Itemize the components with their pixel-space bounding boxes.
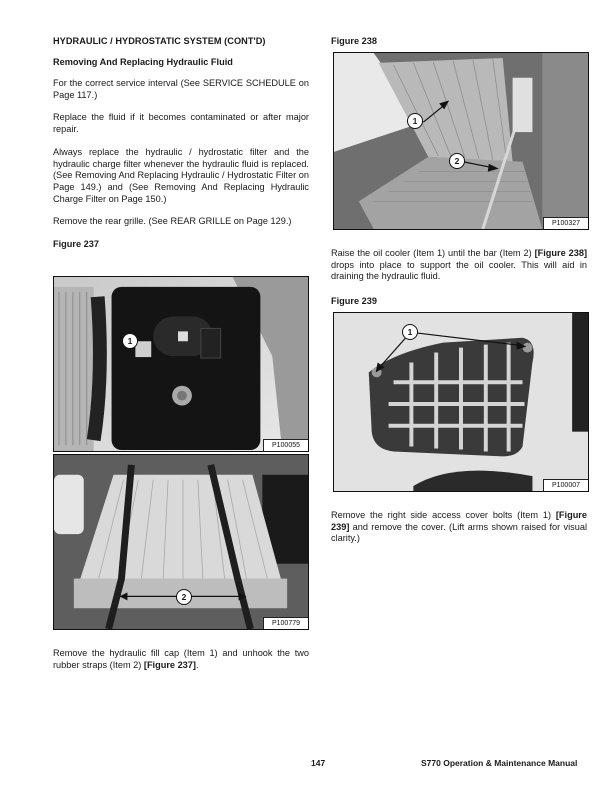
figure-239-caption-block [331,510,587,545]
callout-1: 1 [402,324,418,340]
caption-text: Remove the right side access cover bolts (Item 1) [331,510,556,520]
figure-237-label: Figure 237 [53,239,99,250]
page-number: 147 [311,758,326,768]
figure-238-caption [331,248,587,283]
figure-reference: [Figure 239] [331,510,587,532]
paragraph-service-interval: For the correct service interval (See SERVICE SCHEDULE on Page 117.) [53,78,309,100]
callout-1: 1 [122,333,138,349]
caption-text: Raise the oil cooler (Item 1) until the bar (Item 2) [331,248,535,258]
photo-code: P100327 [543,217,588,229]
paragraph-replace-filters: Always replace the hydraulic / hydrostatic filter and the hydraulic charge filter whenever the hydraulic fluid is replaced. (See Removing And Replacing Hydraulic / Hydrostatic Filter on Page 149.) and (See Removing And Replacing Hydraulic Charge Filter on Page 150.) [53,146,309,204]
hydraulic-reservoir-image [54,277,308,451]
caption-text-end: drops into place to support the oil cooler. This will aid in draining the hydraulic fluid. [331,259,587,282]
photo-code: P100055 [263,439,308,451]
figure-237-top-photo [53,276,309,452]
subsection-title: Removing And Replacing Hydraulic Fluid [53,57,233,67]
figure-239-caption [331,510,587,545]
callout-2: 2 [176,589,192,605]
paragraph-replace-fluid: Replace the fluid if it becomes contaminated or after major repair. [53,112,309,135]
raised-oil-cooler-image [334,53,588,229]
caption-text: Remove the hydraulic fill cap (Item 1) and unhook the two rubber straps (Item 2) [53,648,309,670]
callout-1: 1 [407,113,423,129]
paragraph-remove-grille: Remove the rear grille. (See REAR GRILLE on Page 129.) [53,216,292,227]
photo-code: P100007 [543,479,588,491]
figure-239-label: Figure 239 [331,296,377,307]
caption-text-end: and remove the cover. (Lift arms shown raised for visual clarity.) [331,521,587,544]
caption-text-end: . [195,659,199,670]
figure-reference: [Figure 238] [534,248,588,258]
figure-238-photo [333,52,589,230]
figure-238-caption-block [331,248,587,306]
figure-reference: [Figure 237] [143,659,196,670]
callout-2: 2 [449,153,465,169]
figure-238-label: Figure 238 [331,36,377,46]
figure-237-bottom-photo [53,454,309,630]
figure-237-caption [53,648,309,671]
section-title: HYDRAULIC / HYDROSTATIC SYSTEM (CONT'D) [53,36,266,46]
figure-239-photo [333,312,589,492]
left-column [53,36,309,249]
figure-237-caption-block [53,648,309,671]
right-column [331,36,587,46]
photo-code: P100779 [263,617,308,629]
access-cover-image [334,313,588,491]
manual-title: S770 Operation & Maintenance Manual [421,758,578,768]
